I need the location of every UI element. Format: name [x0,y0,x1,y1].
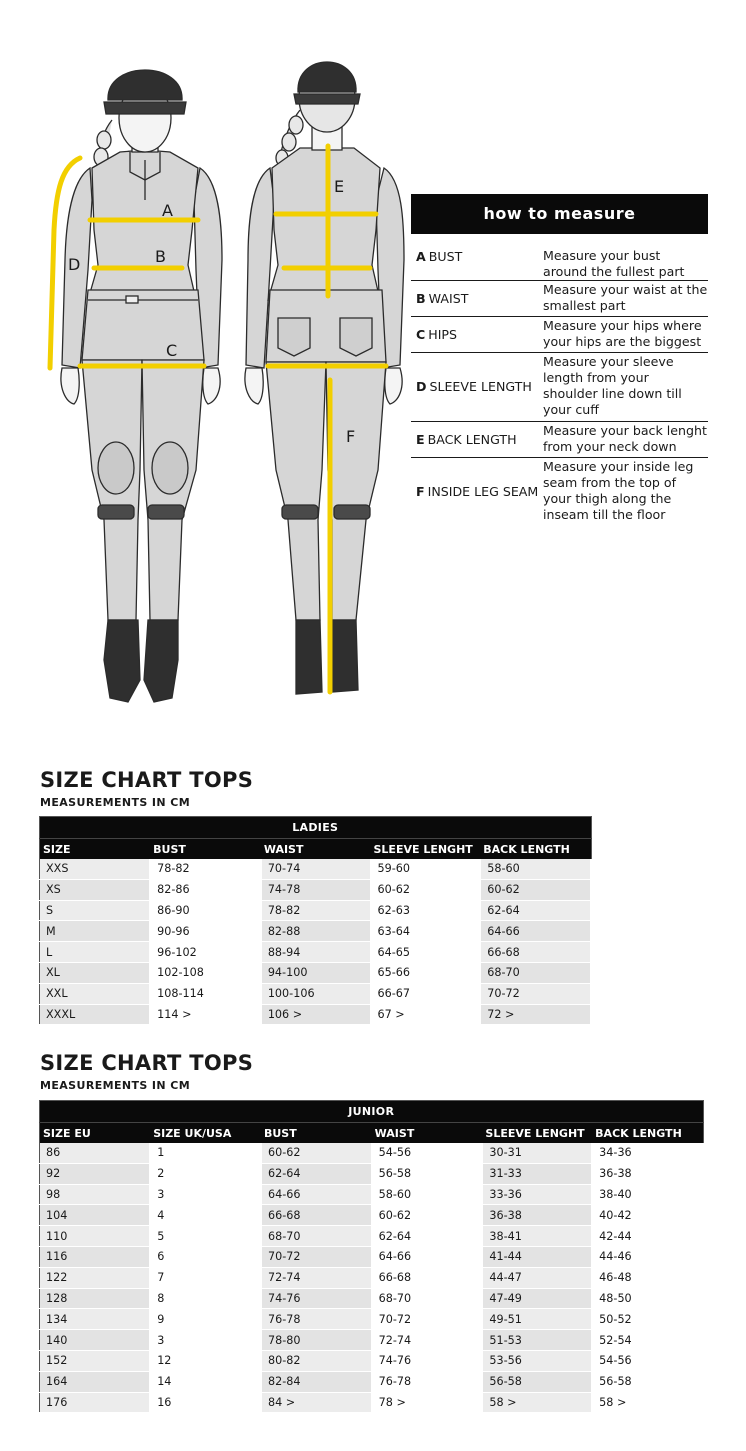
table-row [40,921,592,942]
column-header: SIZE EU [40,1123,151,1144]
table-cell: 164 [40,1371,151,1392]
table-cell: 46-48 [592,1267,703,1288]
table-cell: 96-102 [150,942,261,963]
label-b: B [155,247,166,266]
measure-text: Measure your waist at the smallest part [543,282,708,313]
table-cell: 94-100 [261,962,371,983]
junior-chart-title: SIZE CHART TOPS [40,1051,254,1075]
table-cell: 2 [150,1163,261,1184]
table-row [40,1392,704,1413]
table-cell: 36-38 [482,1205,592,1226]
measure-letter: B [416,290,426,306]
table-cell: 7 [150,1267,261,1288]
table-cell: 58-60 [372,1184,483,1205]
table-cell: 176 [40,1392,151,1413]
table-cell: XXXL [40,1004,151,1025]
table-cell: 51-53 [482,1330,592,1351]
table-cell: 38-40 [592,1184,703,1205]
table-cell: 60-62 [480,879,591,900]
table-cell: 44-47 [482,1267,592,1288]
table-cell: 64-66 [480,921,591,942]
label-d: D [68,255,81,274]
table-cell: 68-70 [480,962,591,983]
table-cell: 72-74 [372,1330,483,1351]
junior-group-header: JUNIOR [40,1101,704,1123]
measure-letter: D [416,379,427,394]
measure-text: Measure your inside leg seam from the top of your thigh along the inseam till the floor [543,459,694,522]
table-cell: 48-50 [592,1288,703,1309]
front-figure [61,70,222,702]
measure-row-inseam [411,458,708,526]
table-cell: 82-84 [261,1371,372,1392]
column-header: WAIST [261,839,371,860]
table-cell: 62-64 [261,1163,372,1184]
table-cell: 63-64 [371,921,481,942]
back-figure [245,62,404,694]
column-header: SLEEVE LENGHT [371,839,481,860]
label-a: A [162,201,173,220]
table-cell: 64-65 [371,942,481,963]
table-cell: 30-31 [482,1143,592,1163]
how-to-measure-panel [411,194,708,526]
table-cell: 110 [40,1226,151,1247]
table-cell: 116 [40,1246,151,1267]
table-cell: 50-52 [592,1309,703,1330]
table-row [40,1246,704,1267]
table-cell: 60-62 [372,1205,483,1226]
label-c: C [166,341,178,360]
table-cell: 108-114 [150,983,261,1004]
table-row [40,1184,704,1205]
table-cell: 86 [40,1143,151,1163]
table-cell: 66-68 [480,942,591,963]
table-cell: 58-60 [480,859,591,879]
table-cell: 1 [150,1143,261,1163]
table-cell: 78-80 [261,1330,372,1351]
table-row [40,1205,704,1226]
table-cell: 90-96 [150,921,261,942]
measure-text: Measure your sleeve length from your shoulder line down till your cuff [543,354,682,417]
table-cell: 70-72 [480,983,591,1004]
measure-name: BACK LENGTH [427,431,517,447]
table-cell: 41-44 [482,1246,592,1267]
table-cell: 5 [150,1226,261,1247]
table-cell: 152 [40,1350,151,1371]
table-cell: 31-33 [482,1163,592,1184]
measure-row-back [411,422,708,458]
measure-text: Measure your back lenght from your neck down [543,423,707,454]
table-cell: 92 [40,1163,151,1184]
table-cell: 106 > [261,1004,371,1025]
table-cell: 84 > [261,1392,372,1413]
column-header: BACK LENGTH [480,839,591,860]
table-cell: 76-78 [372,1371,483,1392]
table-cell: 102-108 [150,962,261,983]
table-row [40,983,592,1004]
table-cell: 98 [40,1184,151,1205]
measure-name: SLEEVE LENGTH [429,379,532,394]
table-cell: 53-56 [482,1350,592,1371]
column-header: BUST [261,1123,372,1144]
junior-table-body [40,1143,704,1413]
table-cell: 68-70 [372,1288,483,1309]
table-cell: 74-78 [261,879,371,900]
table-cell: 3 [150,1330,261,1351]
table-cell: XL [40,962,151,983]
measure-text: Measure your hips where your hips are the biggest [543,318,702,349]
table-cell: XS [40,879,151,900]
table-cell: 3 [150,1184,261,1205]
ladies-chart-title: SIZE CHART TOPS [40,768,254,792]
table-row [40,942,592,963]
table-cell: 78-82 [261,900,371,921]
table-cell: 100-106 [261,983,371,1004]
ladies-group-header: LADIES [40,817,592,839]
table-row [40,879,592,900]
table-cell: 58 > [482,1392,592,1413]
table-cell: 74-76 [261,1288,372,1309]
table-cell: 70-74 [261,859,371,879]
table-row [40,1163,704,1184]
measure-letter: E [416,431,425,447]
table-cell: 78 > [372,1392,483,1413]
table-cell: 64-66 [261,1184,372,1205]
measure-letter: F [416,484,425,499]
table-cell: 47-49 [482,1288,592,1309]
ladies-chart-subtitle: MEASUREMENTS IN CM [40,796,191,809]
table-cell: 52-54 [592,1330,703,1351]
table-cell: L [40,942,151,963]
table-cell: 62-63 [371,900,481,921]
measure-row-hips [411,317,708,353]
table-cell: 42-44 [592,1226,703,1247]
table-cell: 78-82 [150,859,261,879]
measure-name: BUST [428,249,463,264]
measure-row-waist [411,281,708,317]
table-row [40,859,592,879]
table-cell: 122 [40,1267,151,1288]
measure-text: Measure your bust around the fullest part [543,248,685,279]
table-cell: 88-94 [261,942,371,963]
table-cell: 44-46 [592,1246,703,1267]
table-cell: 74-76 [372,1350,483,1371]
table-cell: 66-68 [261,1205,372,1226]
table-cell: 86-90 [150,900,261,921]
measure-name: HIPS [428,326,458,342]
table-cell: 72-74 [261,1267,372,1288]
table-cell: 72 > [480,1004,591,1025]
table-cell: 140 [40,1330,151,1351]
column-header: WAIST [372,1123,483,1144]
table-row [40,1267,704,1288]
table-cell: 54-56 [592,1350,703,1371]
table-cell: 49-51 [482,1309,592,1330]
table-cell: 70-72 [372,1309,483,1330]
table-cell: 128 [40,1288,151,1309]
table-cell: 54-56 [372,1143,483,1163]
ladies-table-body [40,859,592,1025]
table-cell: 70-72 [261,1246,372,1267]
table-cell: 60-62 [261,1143,372,1163]
table-row [40,900,592,921]
table-cell: 9 [150,1309,261,1330]
column-header: SLEEVE LENGHT [482,1123,592,1144]
table-cell: 56-58 [592,1371,703,1392]
table-cell: 8 [150,1288,261,1309]
table-cell: 58 > [592,1392,703,1413]
table-cell: XXL [40,983,151,1004]
junior-column-headers [40,1123,704,1144]
table-cell: 36-38 [592,1163,703,1184]
table-cell: XXS [40,859,151,879]
table-row [40,1288,704,1309]
ladies-size-table [39,816,592,1025]
table-cell: 59-60 [371,859,481,879]
table-row [40,1143,704,1163]
measure-name: INSIDE LEG SEAM [427,484,539,499]
junior-size-table [39,1100,704,1413]
table-cell: 64-66 [372,1246,483,1267]
column-header: SIZE UK/USA [150,1123,261,1144]
table-cell: 114 > [150,1004,261,1025]
table-cell: 65-66 [371,962,481,983]
table-cell: 62-64 [372,1226,483,1247]
measure-letter: A [416,249,426,264]
table-cell: 62-64 [480,900,591,921]
measure-letter: C [416,326,426,342]
table-cell: M [40,921,151,942]
table-cell: 12 [150,1350,261,1371]
table-cell: 6 [150,1246,261,1267]
table-cell: 76-78 [261,1309,372,1330]
table-cell: 82-88 [261,921,371,942]
table-cell: S [40,900,151,921]
column-header: BACK LENGTH [592,1123,703,1144]
table-row [40,1350,704,1371]
table-cell: 104 [40,1205,151,1226]
how-to-measure-title: how to measure [411,194,708,234]
table-cell: 68-70 [261,1226,372,1247]
table-cell: 38-41 [482,1226,592,1247]
table-row [40,962,592,983]
ladies-column-headers [40,839,592,860]
table-row [40,1309,704,1330]
table-cell: 66-68 [372,1267,483,1288]
table-row [40,1226,704,1247]
measurement-figures [0,0,410,720]
table-cell: 56-58 [372,1163,483,1184]
table-cell: 16 [150,1392,261,1413]
table-cell: 4 [150,1205,261,1226]
junior-chart-subtitle: MEASUREMENTS IN CM [40,1079,191,1092]
table-cell: 40-42 [592,1205,703,1226]
measure-row-sleeve [411,353,708,422]
table-cell: 60-62 [371,879,481,900]
table-cell: 80-82 [261,1350,372,1371]
table-cell: 33-36 [482,1184,592,1205]
table-cell: 67 > [371,1004,481,1025]
column-header: BUST [150,839,261,860]
table-row [40,1004,592,1025]
table-cell: 66-67 [371,983,481,1004]
table-cell: 134 [40,1309,151,1330]
table-cell: 82-86 [150,879,261,900]
label-f: F [346,427,356,446]
table-cell: 14 [150,1371,261,1392]
measure-row-bust [411,234,708,281]
table-cell: 34-36 [592,1143,703,1163]
column-header: SIZE [40,839,151,860]
table-cell: 56-58 [482,1371,592,1392]
measure-name: WAIST [428,290,469,306]
table-row [40,1330,704,1351]
table-row [40,1371,704,1392]
label-e: E [334,177,345,196]
